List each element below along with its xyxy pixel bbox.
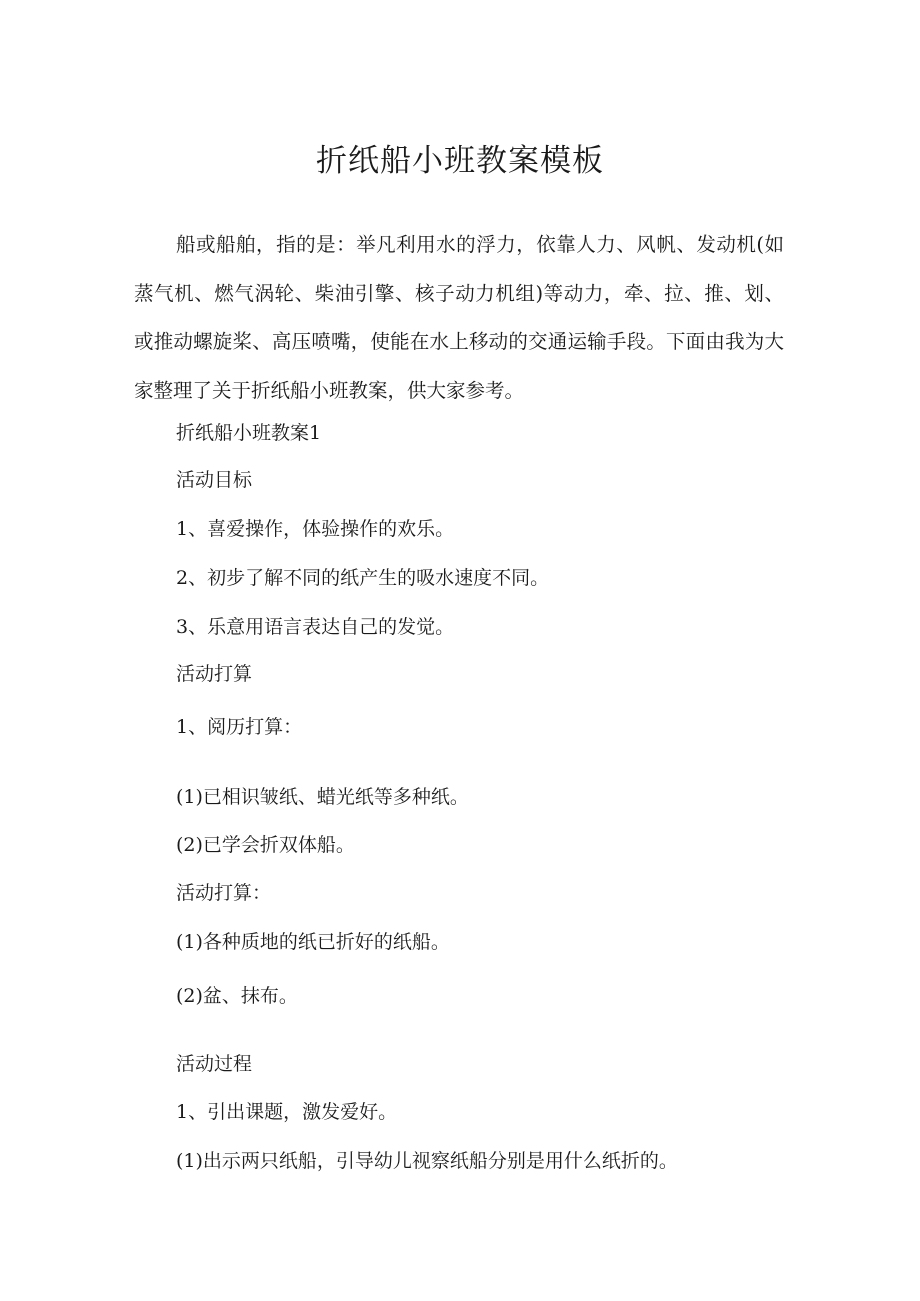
prep-experience: 1、阅历打算：: [176, 716, 303, 738]
heading-activity-preparation: 活动打算: [176, 663, 253, 685]
intro-paragraph: 船或船舶，指的是：举凡利用水的浮力，依靠人力、风帆、发动机(如蒸气机、燃气涡轮、柴油引擎、核子动力机组)等动力，牵、拉、推、划、或推动螺旋桨、高压喷嘴，使能在水上移动的交通运输手段。下面由我为大家整理了关于折纸船小班教案，供大家参考。: [134, 233, 784, 402]
section-heading-lesson-1: 折纸船小班教案1: [176, 422, 322, 444]
heading-material-preparation: 活动打算：: [176, 882, 272, 904]
goal-item-1: 1、喜爱操作，体验操作的欢乐。: [176, 518, 455, 540]
document-title: 折纸船小班教案模板: [316, 143, 604, 179]
goal-item-3: 3、乐意用语言表达自己的发觉。: [176, 616, 455, 638]
material-item-1: (1)各种质地的纸已折好的纸船。: [176, 931, 450, 953]
prep-item-1: (1)已相识皱纸、蜡光纸等多种纸。: [176, 786, 469, 808]
process-step-1: 1、引出课题，激发爱好。: [176, 1101, 398, 1123]
goal-item-2: 2、初步了解不同的纸产生的吸水速度不同。: [176, 567, 550, 589]
heading-activity-process: 活动过程: [176, 1053, 253, 1075]
process-step-1-sub-1: (1)出示两只纸船，引导幼儿视察纸船分别是用什么纸折的。: [176, 1150, 678, 1172]
heading-activity-goals: 活动目标: [176, 469, 253, 491]
prep-item-2: (2)已学会折双体船。: [176, 834, 355, 856]
material-item-2: (2)盆、抹布。: [176, 985, 298, 1007]
